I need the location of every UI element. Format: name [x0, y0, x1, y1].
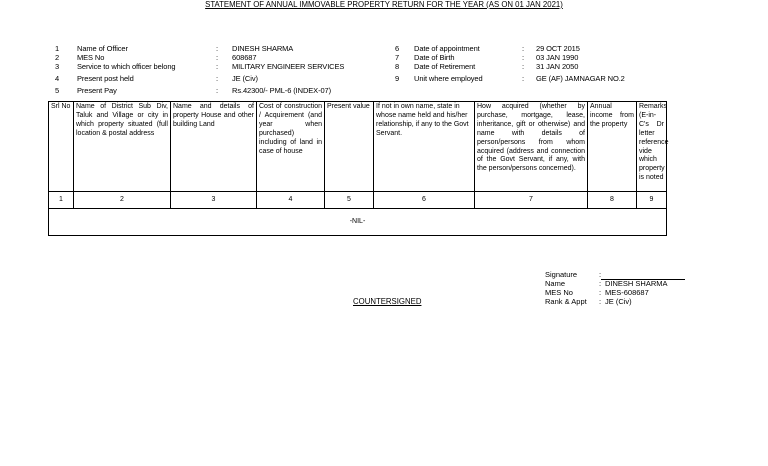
- service-value: MILITARY ENGINEER SERVICES: [232, 62, 345, 71]
- column-number: 5: [325, 192, 374, 209]
- field-colon: :: [522, 74, 524, 83]
- field-colon: :: [216, 74, 218, 83]
- column-header: Name and details of property House and other building Land: [171, 102, 257, 192]
- field-num: 3: [55, 62, 60, 71]
- signature-name-value: DINESH SHARMA: [605, 279, 668, 288]
- column-header: How acquired (whether by purchase, mortgage, lease, inheritance, gift or otherwise) and name with details of person/persons from whom acquired (address and connection of the Govt Servant, if any, with the person/persons concerned).: [475, 102, 588, 192]
- column-header: Present value: [325, 102, 374, 192]
- field-colon: :: [216, 53, 218, 62]
- officer-name-value: DINESH SHARMA: [232, 44, 294, 53]
- field-colon: :: [216, 86, 218, 95]
- signature-colon: :: [599, 297, 602, 306]
- field-label: Date of appointment: [414, 44, 480, 53]
- signature-name-label: Name: [545, 279, 566, 288]
- column-number: 8: [588, 192, 637, 209]
- signature-mes-value: MES-608687: [605, 288, 649, 297]
- field-num: 7: [395, 53, 400, 62]
- date-of-retirement-value: 31 JAN 2050: [536, 62, 579, 71]
- signature-colon: :: [599, 271, 685, 280]
- signature-mes-label: MES No: [545, 288, 573, 297]
- field-num: 9: [395, 74, 400, 83]
- field-num: 4: [55, 74, 60, 83]
- field-num: 5: [55, 86, 60, 95]
- document-title: STATEMENT OF ANNUAL IMMOVABLE PROPERTY RETURN FOR THE YEAR (AS ON 01 JAN 2021): [205, 0, 563, 9]
- column-number: 2: [74, 192, 171, 209]
- field-colon: :: [216, 44, 218, 53]
- field-label: Date of Birth: [414, 53, 455, 62]
- column-number: 4: [257, 192, 325, 209]
- field-num: 8: [395, 62, 400, 71]
- property-return-table: [48, 101, 667, 236]
- field-num: 6: [395, 44, 400, 53]
- field-label: Present post held: [77, 74, 134, 83]
- field-colon: :: [522, 53, 524, 62]
- field-num: 1: [55, 44, 60, 53]
- column-number-row: [49, 192, 667, 209]
- field-colon: :: [522, 62, 524, 71]
- table-header-row: [49, 102, 667, 192]
- nil-entry: -NIL-: [49, 209, 667, 236]
- unit-employed-value: GE (AF) JAMNAGAR NO.2: [536, 74, 625, 83]
- column-header: Srl No: [49, 102, 74, 192]
- column-number: 9: [637, 192, 667, 209]
- column-number: 3: [171, 192, 257, 209]
- column-header: Cost of construction / Acquirement (and year when purchased) including of land in case of house: [257, 102, 325, 192]
- present-pay-value: Rs.42300/- PML-6 (INDEX-07): [232, 86, 332, 95]
- column-number: 7: [475, 192, 588, 209]
- column-header: If not in own name, state in whose name held and his/her relationship, if any to the Govt Servant.: [374, 102, 475, 192]
- field-label: Present Pay: [77, 86, 117, 95]
- signature-rank-label: Rank & Appt: [545, 297, 587, 306]
- field-colon: :: [522, 44, 524, 53]
- signature-rank-value: JE (Civ): [605, 297, 632, 306]
- signature-colon: :: [599, 288, 602, 297]
- field-label: Date of Retirement: [414, 62, 476, 71]
- field-label: Unit where employed: [414, 74, 483, 83]
- table-row: [49, 209, 667, 236]
- date-of-appointment-value: 29 OCT 2015: [536, 44, 580, 53]
- signature-label: Signature: [545, 270, 578, 279]
- field-label: MES No: [77, 53, 105, 62]
- column-header: Name of District Sub Div, Taluk and Village or city in which property situated (full location & postal address: [74, 102, 171, 192]
- date-of-birth-value: 03 JAN 1990: [536, 53, 579, 62]
- column-number: 6: [374, 192, 475, 209]
- field-label: Name of Officer: [77, 44, 128, 53]
- field-num: 2: [55, 53, 60, 62]
- mes-no-value: 608687: [232, 53, 257, 62]
- signature-colon: :: [599, 279, 602, 288]
- column-header: Remarks (E-in-C's Dr letter reference vide which property is noted: [637, 102, 667, 192]
- column-header: Annual income from the property: [588, 102, 637, 192]
- field-label: Service to which officer belong: [77, 62, 176, 71]
- column-number: 1: [49, 192, 74, 209]
- post-held-value: JE (Civ): [232, 74, 258, 83]
- countersigned-label: COUNTERSIGNED: [353, 297, 422, 306]
- field-colon: :: [216, 62, 218, 71]
